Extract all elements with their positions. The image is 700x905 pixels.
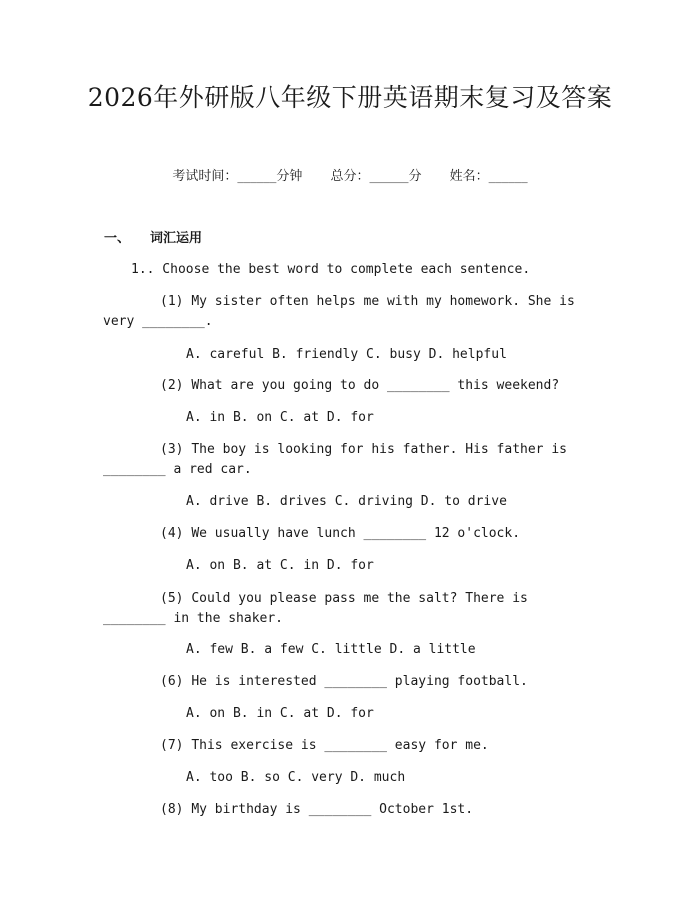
question-1 — [103, 292, 593, 332]
exam-info-row — [0, 168, 700, 186]
question-1-options: A. careful B. friendly C. busy D. helpful — [186, 347, 507, 362]
question-1-text: My sister often helps me with my homework. She is very ________. — [103, 294, 575, 329]
student-name-field: 姓名：______ — [449, 169, 528, 184]
section-title: 词汇运用 — [150, 231, 203, 246]
question-7 — [160, 736, 489, 756]
question-3-text: The boy is looking for his father. His father is ________ a red car. — [103, 442, 567, 477]
question-3-options: A. drive B. drives C. driving D. to drive — [186, 494, 507, 509]
question-5-options: A. few B. a few C. little D. a little — [186, 642, 476, 657]
question-2-text: What are you going to do ________ this weekend? — [191, 378, 560, 393]
question-4-number: (4) — [160, 526, 184, 541]
question-2-number: (2) — [160, 378, 184, 393]
question-3 — [103, 440, 593, 480]
question-2-options: A. in B. on C. at D. for — [186, 410, 374, 425]
question-7-options: A. too B. so C. very D. much — [186, 770, 406, 785]
question-6 — [160, 672, 528, 692]
section-heading — [104, 230, 202, 248]
page-title: 2026年外研版八年级下册英语期末复习及答案 — [87, 83, 613, 112]
question-2 — [160, 376, 559, 396]
question-6-number: (6) — [160, 674, 184, 689]
question-1-number: (1) — [160, 294, 184, 309]
section-number: 一、 — [104, 231, 131, 246]
question-4-text: We usually have lunch ________ 12 o'clock. — [191, 526, 521, 541]
question-4 — [160, 524, 520, 544]
exam-time-field: 考试时间：______分钟 — [172, 169, 303, 184]
instruction-text: 1.. Choose the best word to complete each sentence. — [131, 262, 531, 277]
question-8-text: My birthday is ________ October 1st. — [191, 802, 474, 817]
question-5-number: (5) — [160, 591, 184, 606]
question-6-options: A. on B. in C. at D. for — [186, 706, 374, 721]
question-8-number: (8) — [160, 802, 184, 817]
question-8 — [160, 800, 473, 820]
question-3-number: (3) — [160, 442, 184, 457]
total-score-field: 总分：______分 — [330, 169, 422, 184]
question-6-text: He is interested ________ playing football. — [191, 674, 528, 689]
question-5-text: Could you please pass me the salt? There is ________ in the shaker. — [103, 591, 528, 626]
question-7-number: (7) — [160, 738, 184, 753]
question-7-text: This exercise is ________ easy for me. — [191, 738, 489, 753]
question-5 — [103, 589, 593, 629]
question-4-options: A. on B. at C. in D. for — [186, 558, 374, 573]
